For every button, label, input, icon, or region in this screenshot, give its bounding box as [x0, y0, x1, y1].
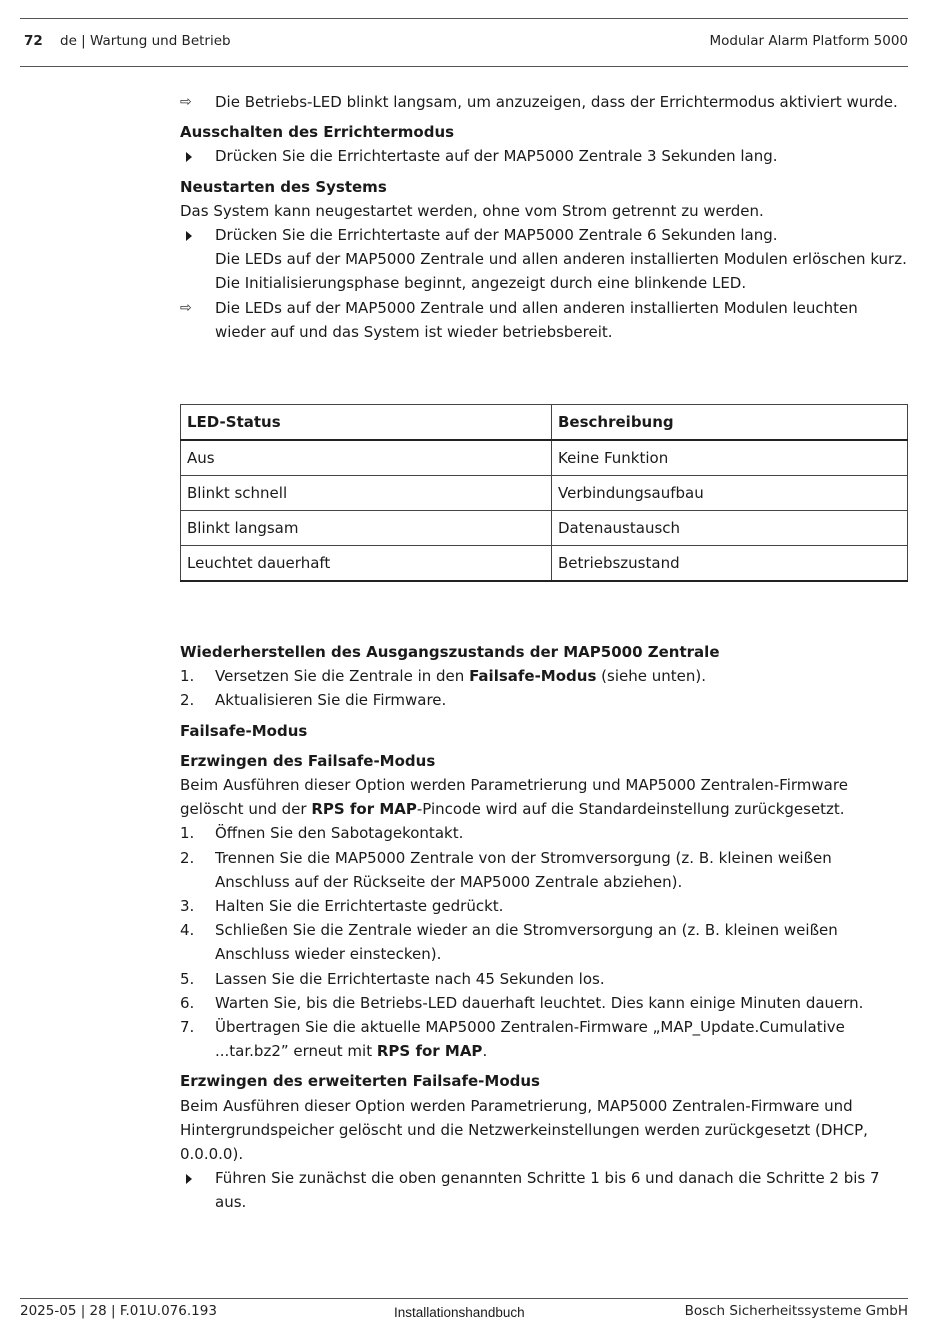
list-item: 1. Versetzen Sie die Zentrale in den Failsafe-Modus (siehe unten).	[180, 667, 706, 686]
restart-result: ⇨ Die LEDs auf der MAP5000 Zentrale und allen anderen installierten Modulen leuchten wieder auf und das System ist wieder betriebsbereit.	[180, 296, 908, 344]
result-arrow-icon: ⇨	[180, 299, 192, 316]
table-row: Blinkt langsam Datenaustausch	[181, 511, 908, 546]
table-row: Leuchtet dauerhaft Betriebszustand	[181, 546, 908, 582]
upper-content	[180, 90, 908, 344]
list-item: 6. Warten Sie, bis die Betriebs-LED dauerhaft leuchtet. Dies kann einige Minuten dauern.	[180, 993, 864, 1012]
step-triangle-icon	[180, 1166, 210, 1190]
led-status-table	[180, 404, 908, 582]
lower-content	[180, 634, 908, 1215]
table-row: Blinkt schnell Verbindungsaufbau	[181, 476, 908, 511]
switch-off-heading: Ausschalten des Errichtermodus	[180, 123, 455, 142]
restart-heading: Neustarten des Systems	[180, 177, 387, 196]
list-item: 2. Aktualisieren Sie die Firmware.	[180, 691, 447, 710]
page-number: 72	[24, 33, 43, 49]
force-failsafe-intro: Beim Ausführen dieser Option werden Parametrierung und MAP5000 Zentralen-Firmware gelöscht und der RPS for MAP-Pincode wird auf die Standardeinstellung zurückgesetzt.	[180, 776, 848, 819]
step-triangle-icon	[180, 144, 210, 168]
list-item: 1. Öffnen Sie den Sabotagekontakt.	[180, 824, 464, 843]
header-top-rule	[20, 18, 908, 19]
header-section: de | Wartung und Betrieb	[60, 33, 231, 49]
footer-rule	[20, 1298, 908, 1299]
list-item: 7. Übertragen Sie die aktuelle MAP5000 Zentralen-Firmware „MAP_Update.Cumulative ...tar.bz2” erneut mit RPS for MAP.	[180, 1018, 845, 1061]
list-item: 4. Schließen Sie die Zentrale wieder an die Stromversorgung an (z. B. kleinen weißen Anschluss wieder einstecken).	[180, 921, 838, 964]
table-header-led-status: LED-Status	[181, 405, 552, 441]
restart-note-2: Die Initialisierungsphase beginnt, angezeigt durch eine blinkende LED.	[215, 274, 747, 293]
restart-step: Drücken Sie die Errichtertaste auf der MAP5000 Zentrale 6 Sekunden lang.	[180, 223, 908, 247]
footer-company: Bosch Sicherheitssysteme GmbH	[684, 1303, 908, 1319]
result-line: ⇨ Die Betriebs-LED blinkt langsam, um anzuzeigen, dass der Errichtermodus aktiviert wurde.	[180, 90, 908, 114]
footer-manual-type: Installationshandbuch	[394, 1305, 525, 1320]
list-item: 2. Trennen Sie die MAP5000 Zentrale von der Stromversorgung (z. B. kleinen weißen Anschluss auf der Rückseite der MAP5000 Zentrale abziehen).	[180, 848, 832, 891]
table-header-description: Beschreibung	[552, 405, 908, 441]
failsafe-heading: Failsafe-Modus	[180, 721, 308, 740]
footer-document-id: 2025-05 | 28 | F.01U.076.193	[20, 1303, 217, 1319]
restart-text: Das System kann neugestartet werden, ohne vom Strom getrennt zu werden.	[180, 201, 764, 220]
switch-off-step: Drücken Sie die Errichtertaste auf der MAP5000 Zentrale 3 Sekunden lang.	[180, 144, 908, 168]
extended-failsafe-step: Führen Sie zunächst die oben genannten Schritte 1 bis 6 und danach die Schritte 2 bis 7 aus.	[180, 1166, 908, 1214]
header-product: Modular Alarm Platform 5000	[709, 33, 908, 49]
extended-failsafe-heading: Erzwingen des erweiterten Failsafe-Modus	[180, 1072, 540, 1091]
header-bottom-rule	[20, 66, 908, 67]
step-triangle-icon	[180, 223, 210, 247]
factory-reset-heading: Wiederherstellen des Ausgangszustands der MAP5000 Zentrale	[180, 643, 720, 661]
extended-failsafe-text: Beim Ausführen dieser Option werden Parametrierung, MAP5000 Zentralen-Firmware und Hintergrundspeicher gelöscht und die Netzwerkeinstellungen werden zurückgesetzt (DHCP, 0.0.0.0).	[180, 1096, 868, 1164]
list-item: 3. Halten Sie die Errichtertaste gedrückt.	[180, 897, 504, 916]
force-failsafe-heading: Erzwingen des Failsafe-Modus	[180, 751, 436, 770]
list-item: 5. Lassen Sie die Errichtertaste nach 45 Sekunden los.	[180, 969, 605, 988]
result-arrow-icon: ⇨	[180, 94, 192, 110]
restart-note-1: Die LEDs auf der MAP5000 Zentrale und allen anderen installierten Modulen erlöschen kurz.	[215, 250, 907, 269]
table-row: Aus Keine Funktion	[181, 440, 908, 476]
